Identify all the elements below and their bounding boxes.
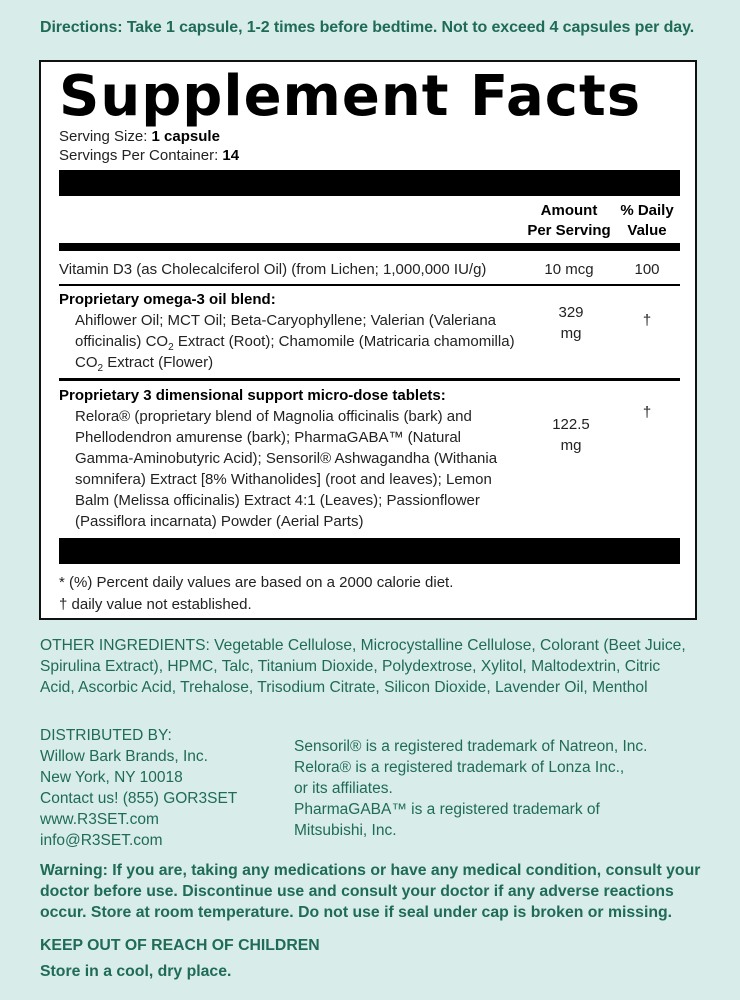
keep-out-text: KEEP OUT OF REACH OF CHILDREN [40, 937, 320, 954]
keep-out-block [40, 933, 720, 985]
omega-amount-unit: mg [560, 325, 582, 342]
other-ingredients [40, 635, 720, 698]
thick-divider-top [59, 170, 680, 196]
serving-size [59, 128, 220, 145]
medium-divider [59, 243, 680, 251]
distributor-line-4: Contact us! (855) GOR3SET [40, 790, 238, 807]
row-divider-2 [59, 378, 680, 381]
distributor-line-5: www.R3SET.com [40, 811, 159, 828]
row-divider-1 [59, 284, 680, 286]
trademark-line-4: PharmaGABA™ is a registered trademark of [294, 801, 600, 818]
footnote-percent: * (%) Percent daily values are based on a 2000 calorie diet. [59, 574, 454, 591]
tablets-heading: Proprietary 3 dimensional support micro-dose tablets: [59, 387, 446, 404]
servings-value: 14 [222, 147, 240, 164]
tablets-amount [531, 414, 611, 456]
trademark-block [294, 736, 714, 841]
vitamin-d3-name: Vitamin D3 (as Cholecalciferol Oil) (from Lichen; 1,000,000 IU/g) [59, 261, 487, 278]
amount-per-serving-header [521, 201, 617, 241]
omega-sub-3a: 2 [97, 363, 104, 374]
directions-text: Directions: Take 1 capsule, 1-2 times before bedtime. Not to exceed 4 capsules per day. [40, 19, 695, 36]
omega-line-1: Ahiflower Oil; MCT Oil; Beta-Caryophyllene; Valerian (Valeriana [75, 312, 497, 329]
tablets-amount-unit: mg [560, 437, 582, 454]
omega-amount [531, 302, 611, 344]
amount-header-line2: Per Serving [527, 222, 611, 239]
amount-header-line1: Amount [540, 202, 598, 219]
omega-line-3b: Extract (Flower) [103, 354, 214, 371]
trademark-line-1: Sensoril® is a registered trademark of Natreon, Inc. [294, 738, 648, 755]
daily-value-header [611, 201, 683, 241]
omega-sub-2a: 2 [168, 342, 174, 353]
tablets-amount-value: 122.5 [552, 416, 590, 433]
trademark-line-2: Relora® is a registered trademark of Lonza Inc., [294, 759, 625, 776]
omega-line-3a: CO [75, 354, 98, 371]
serving-size-value: 1 capsule [151, 128, 220, 145]
tablets-line-1: Relora® (proprietary blend of Magnolia officinalis (bark) and [75, 408, 472, 425]
omega-line-2b: Extract (Root); Chamomile (Matricaria chamomilla) [173, 333, 515, 350]
tablets-line-6: (Passiflora incarnata) Powder (Aerial Parts) [75, 513, 364, 530]
storage-text: Store in a cool, dry place. [40, 963, 232, 980]
servings-label: Servings Per Container: [59, 147, 223, 164]
omega-line-3 [75, 352, 213, 379]
warning-line-3: occur. Store at room temperature. Do not use if seal under cap is broken or missing. [40, 904, 673, 921]
distributor-line-2: Willow Bark Brands, Inc. [40, 748, 208, 765]
supplement-facts-panel [39, 60, 697, 620]
distributor-line-3: New York, NY 10018 [40, 769, 183, 786]
servings-per-container [59, 147, 239, 164]
vitamin-d3-amount: 10 mcg [544, 261, 594, 278]
omega-blend-heading: Proprietary omega-3 oil blend: [59, 291, 276, 308]
other-ingredients-line-1: OTHER INGREDIENTS: Vegetable Cellulose, Microcystalline Cellulose, Colorant (Beet Juice, [40, 637, 686, 654]
trademark-line-5: Mitsubishi, Inc. [294, 822, 397, 839]
distributor-block [40, 725, 280, 851]
facts-title: Supplement Facts [59, 64, 642, 129]
tablets-dv: † [642, 404, 652, 421]
footnote-dagger: † daily value not established. [59, 596, 252, 613]
tablets-line-2: Phellodendron amurense (bark); PharmaGABA™ (Natural [75, 429, 462, 446]
daily-header-line1: % Daily [620, 202, 674, 219]
other-ingredients-line-3: Acid, Ascorbic Acid, Trehalose, Trisodium Citrate, Silicon Dioxide, Lavender Oil, Menthol [40, 679, 648, 696]
tablets-line-3: Gamma-Aminobutyric Acid); Sensoril® Ashwagandha (Withania [75, 450, 498, 467]
warning-block [40, 860, 720, 923]
distributor-line-1: DISTRIBUTED BY: [40, 727, 172, 744]
thick-divider-bottom [59, 538, 680, 564]
tablets-line-5: Balm (Melissa officinalis) Extract 4:1 (Leaves); Passionflower [75, 492, 480, 509]
distributor-line-6: info@R3SET.com [40, 832, 163, 849]
omega-dv: † [642, 312, 652, 329]
tablets-line-4: somnifera) Extract [8% Withanolides] (root and leaves); Lemon [75, 471, 492, 488]
omega-amount-value: 329 [558, 304, 584, 321]
serving-size-label: Serving Size: [59, 128, 152, 145]
daily-header-line2: Value [627, 222, 667, 239]
vitamin-d3-dv: 100 [634, 261, 660, 278]
other-ingredients-line-2: Spirulina Extract), HPMC, Talc, Titanium Dioxide, Polydextrose, Xylitol, Maltodextrin, Citric [40, 658, 661, 675]
omega-line-2a: officinalis) CO [75, 333, 169, 350]
warning-line-2: doctor before use. Discontinue use and consult your doctor if any adverse reactions [40, 883, 674, 900]
trademark-line-3: or its affiliates. [294, 780, 393, 797]
warning-line-1: Warning: If you are, taking any medications or have any medical condition, consult your [40, 862, 701, 879]
